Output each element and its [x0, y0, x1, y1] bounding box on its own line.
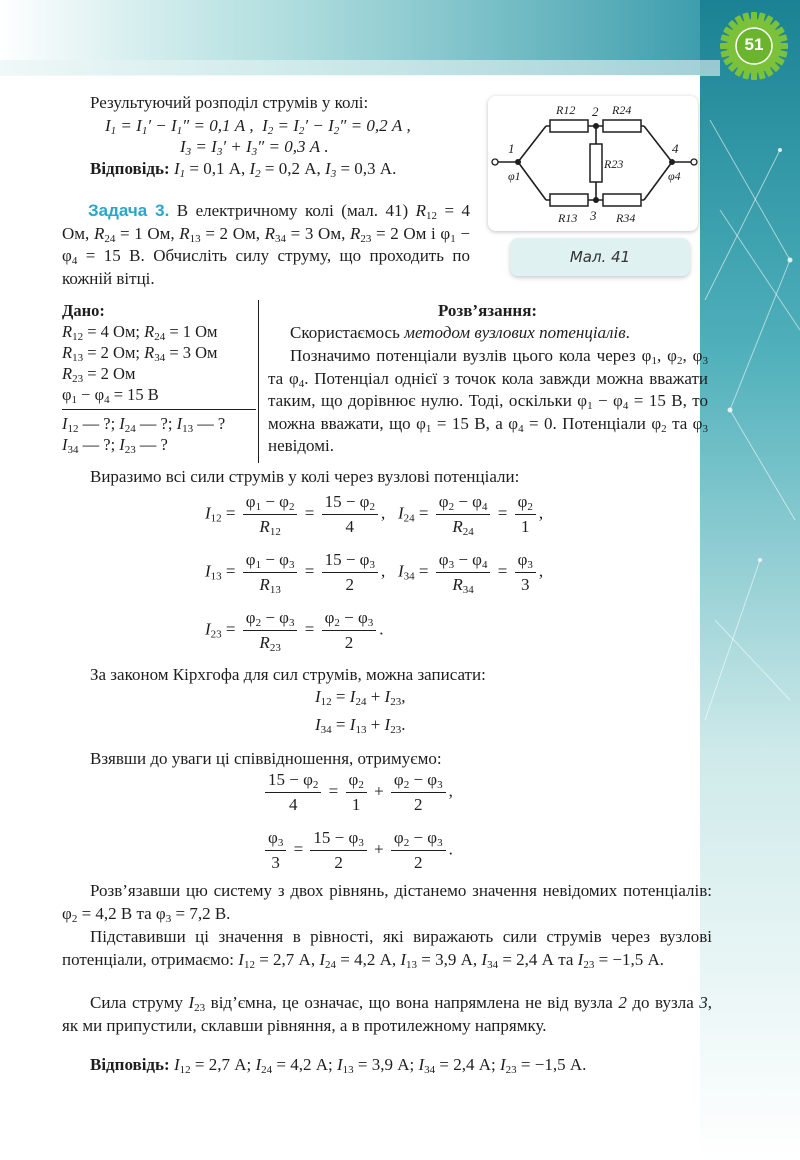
node-3: [593, 197, 599, 203]
task-label: Задача 3.: [88, 201, 170, 220]
label-phi4: φ4: [668, 169, 681, 183]
terminal-left: [492, 159, 498, 165]
circuit-figure: [488, 96, 698, 231]
given-title: Дано:: [62, 301, 105, 320]
equation-i13-i34: $I_{13}$ = $\frac{\varphi_1 - \varphi_3}{R_{13}}$ = $\frac{15 - \varphi_3}{2}$ , $I_{34}$ = $\frac{\varphi_3 - \varphi_4}{R_{34}}$ = $\frac{\varphi_3}{3}$ ,: [205, 550, 544, 596]
resistor-r24: [603, 120, 641, 132]
label-r24: R24: [612, 103, 632, 117]
final-answer: Відповідь: $I_{12} = 2,7$ А; $I_{24} = 4,2$ А; $I_{13} = 3,9$ А; $I_{34} = 2,4$ А; $I_{23} = -1,5$ А.: [90, 1055, 587, 1076]
node-4: [669, 159, 675, 165]
label-node1: 1: [508, 141, 515, 156]
intro-answer: Відповідь: $I_1 = 0,1$ А, $I_2 = 0,2$ А, $I_3 = 0,3$ А.: [90, 159, 397, 180]
label-phi1: φ1: [508, 169, 521, 183]
equation-i23: $I_{23}$ = $\frac{\varphi_2 - \varphi_3}{R_{23}}$ = $\frac{\varphi_2 - \varphi_3}{2}$ .: [205, 608, 384, 654]
label-node3: 3: [590, 208, 597, 223]
resistor-r13: [550, 194, 588, 206]
kirchhoff-1: $I_{12} = I_{24} + I_{23}$,: [315, 687, 406, 708]
solution-p4: За законом Кірхгофа для сил струмів, можна записати:: [90, 665, 486, 684]
equation-i12-i24: $I_{12}$ = $\frac{\varphi_1 - \varphi_2}{R_{12}}$ = $\frac{15 - \varphi_2}{4}$ , $I_{24}$ = $\frac{\varphi_2 - \varphi_4}{R_{24}}$ = $\frac{\varphi_2}{1}$ ,: [205, 492, 544, 538]
solution-title: Розв’язання:: [437, 301, 538, 320]
solution-p7: Підставивши ці значення в рівності, які виражають сили струмів через вузлові потенціали, отримаємо: $I_{12} = 2,7$ А, $I_{24} = 4,2$ А, $I_{13} = 3,9$ А, $I_{34} = 2,4$ А та $I_{23} = -1,5$ А.: [62, 927, 712, 971]
label-r23: R23: [604, 157, 624, 171]
node-2: [593, 123, 599, 129]
given-divider: [258, 300, 259, 463]
label-r12: R12: [556, 103, 576, 117]
label-r34: R34: [616, 211, 636, 225]
task-statement: Задача 3. В електричному колі (мал. 41) $R_{12} = 4$ Ом, $R_{24} = 1$ Ом, $R_{13} = 2$ Ом, $R_{34} = 3$ Ом, $R_{23} = 2$ Ом і $\varphi_1 - \varphi_4 = 15$ В. Обчисліть силу струму, що проходить по кожній вітці.: [62, 201, 470, 288]
intro-line1: $I_1 = I_1' - I_1'' = 0,1$ А , $I_2 = I_2' - I_2'' = 0,2$ А ,: [105, 116, 411, 137]
solution-p8: Сила струму $I_{23}$ від’ємна, це означає, що вона напрямлена не від вузла 2 до вузла 3, як ми припустили, склавши рівняння, а в протилежному напрямку.: [62, 993, 712, 1035]
terminal-right: [691, 159, 697, 165]
system-eq-2: $\frac{\varphi_3}{3}$ = $\frac{15 - \varphi_3}{2}$ + $\frac{\varphi_2 - \varphi_3}{2}$ .: [262, 828, 453, 873]
resistor-r23: [590, 144, 602, 182]
solution-p3: Виразимо всі сили струмів у колі через вузлові потенціали:: [90, 467, 520, 486]
label-r13: R13: [558, 211, 578, 225]
node-1: [515, 159, 521, 165]
intro-heading: Результуючий розподіл струмів у колі:: [90, 93, 369, 112]
resistor-r12: [550, 120, 588, 132]
solution-p6: Розв’язавши цю систему з двох рівнянь, дістанемо значення невідомих потенціалів: $\varphi_2 = 4,2$ В та $\varphi_3 = 7,2$ В.: [62, 881, 712, 925]
kirchhoff-2: $I_{34} = I_{13} + I_{23}$.: [315, 715, 406, 736]
solution-p2: Позначимо потенціали вузлів цього кола через $\varphi_1$, $\varphi_2$, $\varphi_3$ та $\varphi_4$. Потенціал однієї з точок кола завжди можна вважати таким, що дорівнює нулю. Тоді, оскільки $\varphi_1 - \varphi_4 = 15$ В, то можна вважати, що $\varphi_1 = 15$ В, а $\varphi_4 = 0$. Потенціали $\varphi_2$ та $\varphi_3$ невідомі.: [268, 346, 708, 455]
page-number: 51: [744, 35, 764, 54]
solution-p5: Взявши до уваги ці співвідношення, отримуємо:: [90, 749, 442, 768]
label-node4: 4: [672, 141, 679, 156]
figure-caption-box: [510, 238, 690, 276]
given-block: Дано: $R_{12} = 4$ Ом; $R_{24} = 1$ Ом $R_{13} = 2$ Ом; $R_{34} = 3$ Ом $R_{23} = 2$ Ом $\varphi_1 - \varphi_4 = 15$ В $I_{12}$ — ?; $I_{24}$ — ?; $I_{13}$ — ? $I_{34}$ — ?; $I_{23}$ — ?: [62, 300, 256, 455]
system-eq-1: $\frac{15 - \varphi_2}{4}$ = $\frac{\varphi_2}{1}$ + $\frac{\varphi_2 - \varphi_3}{2}$ ,: [262, 770, 453, 815]
label-node2: 2: [592, 104, 599, 119]
intro-line2: $I_3 = I_3' + I_3'' = 0,3$ А .: [180, 137, 329, 158]
solution-p1: Скористаємось методом вузлових потенціалів.: [290, 323, 630, 342]
circuit-diagram: [488, 96, 698, 231]
figure-caption: Мал. 41: [569, 248, 631, 266]
resistor-r34: [603, 194, 641, 206]
